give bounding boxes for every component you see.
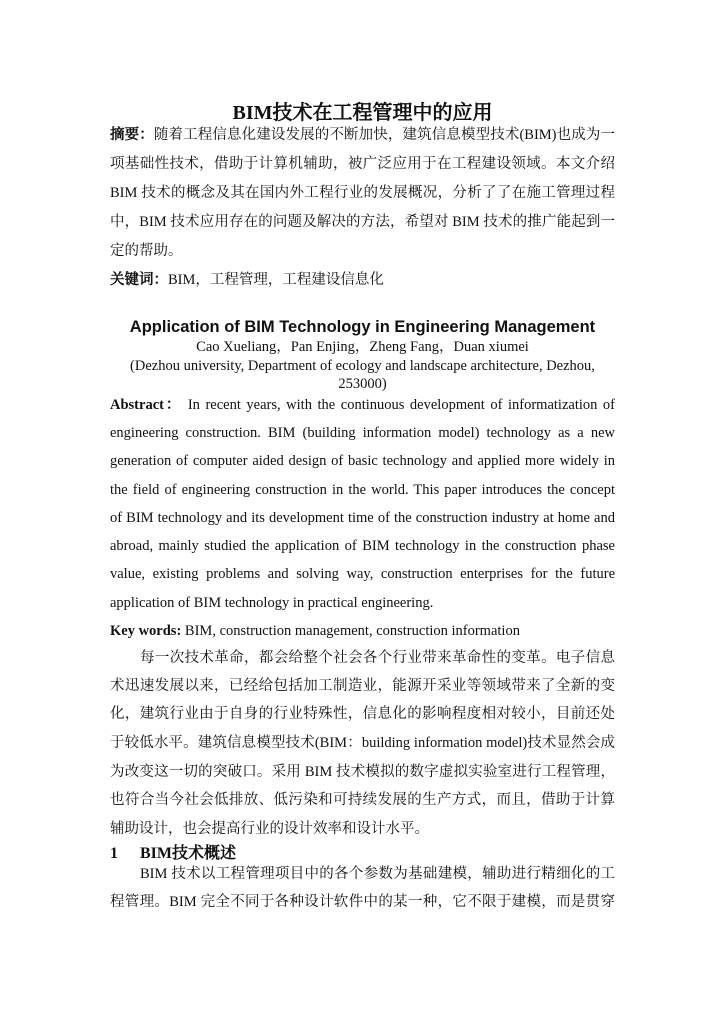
section-title: BIM技术概述 xyxy=(140,845,237,862)
abstract-en-line: engineering construction. BIM (building information model) technology as a new xyxy=(110,425,615,441)
keywords-cn xyxy=(110,271,615,289)
abstract-en-line: application of BIM technology in practical engineering. xyxy=(110,595,434,611)
page-title: BIM技术在工程管理中的应用 xyxy=(232,102,493,124)
abstract-en-line: abroad, mainly studied the application of BIM technology in the construction phase xyxy=(110,538,615,554)
section-line: 程管理。BIM 完全不同于各种设计软件中的某一种，它不限于建模，而是贯穿 xyxy=(110,894,615,910)
abstract-cn-line: 项基础性技术，借助于计算机辅助，被广泛应用于在工程建设领域。本文介绍 xyxy=(110,156,615,172)
keywords-cn-label: 关键词： xyxy=(110,272,168,288)
authors: Cao Xueliang，Pan Enjing，Zheng Fang，Duan xiumei xyxy=(196,339,529,355)
abstract-cn-label: 摘要： xyxy=(110,127,154,143)
intro-line: 术迅速发展以来，已经给包括加工制造业，能源开采业等领域带来了全新的变 xyxy=(110,678,615,694)
abstract-en-line: the field of engineering construction in the world. This paper introduces the concept xyxy=(110,482,615,498)
abstract-cn-line: 定的帮助。 xyxy=(110,243,183,259)
abstract-cn-text: 随着工程信息化建设发展的不断加快，建筑信息模型技术(BIM)也成为一 xyxy=(153,127,615,143)
section-heading xyxy=(110,845,615,863)
abstract-en-line: generation of computer aided design of basic technology and applied more widely in xyxy=(110,453,615,469)
abstract-cn-line: BIM 技术的概念及其在国内外工程行业的发展概况，分析了了在施工管理过程 xyxy=(110,185,615,201)
section-line: BIM 技术以工程管理项目中的各个参数为基础建模，辅助进行精细化的工 xyxy=(140,866,615,882)
affiliation-postcode: 253000) xyxy=(338,376,387,392)
keywords-en xyxy=(110,622,615,640)
abstract-cn-line xyxy=(110,126,615,144)
intro-line: 为改变这一切的突破口。采用 BIM 技术模拟的数字虚拟实验室进行工程管理， xyxy=(110,764,615,780)
keywords-cn-text: BIM，工程管理，工程建设信息化 xyxy=(168,272,384,288)
intro-line: 化，建筑行业由于自身的行业特殊性，信息化的影响程度相对较小，目前还处 xyxy=(110,706,615,722)
section-number: 1 xyxy=(110,845,118,862)
abstract-en-line: value, existing problems and solving way, construction enterprises for the future xyxy=(110,566,615,582)
affiliation: (Dezhou university, Department of ecology and landscape architecture, Dezhou, xyxy=(130,358,595,374)
abstract-en-label: Abstract： xyxy=(110,397,183,413)
keywords-en-label: Key words: xyxy=(110,623,182,639)
intro-line: 也符合当今社会低排放、低污染和可持续发展的生产方式，而且，借助于计算 xyxy=(110,792,615,808)
abstract-en-line: of BIM technology and its development time of the construction industry at home and xyxy=(110,510,615,526)
english-title: Application of BIM Technology in Engineering Management xyxy=(129,318,596,336)
intro-line: 于较低水平。建筑信息模型技术(BIM：building information model)技术显然会成 xyxy=(110,735,615,751)
abstract-en-text: In recent years, with the continuous development of informatization of xyxy=(187,397,615,413)
abstract-cn-line: 中，BIM 技术应用存在的问题及解决的方法，希望对 BIM 技术的推广能起到一 xyxy=(110,214,615,230)
keywords-en-text: BIM, construction management, construction information xyxy=(184,623,520,639)
intro-line: 辅助设计，也会提高行业的设计效率和设计水平。 xyxy=(110,821,429,837)
intro-line: 每一次技术革命，都会给整个社会各个行业带来革命性的变革。电子信息 xyxy=(140,650,615,666)
abstract-en-line xyxy=(110,396,615,414)
